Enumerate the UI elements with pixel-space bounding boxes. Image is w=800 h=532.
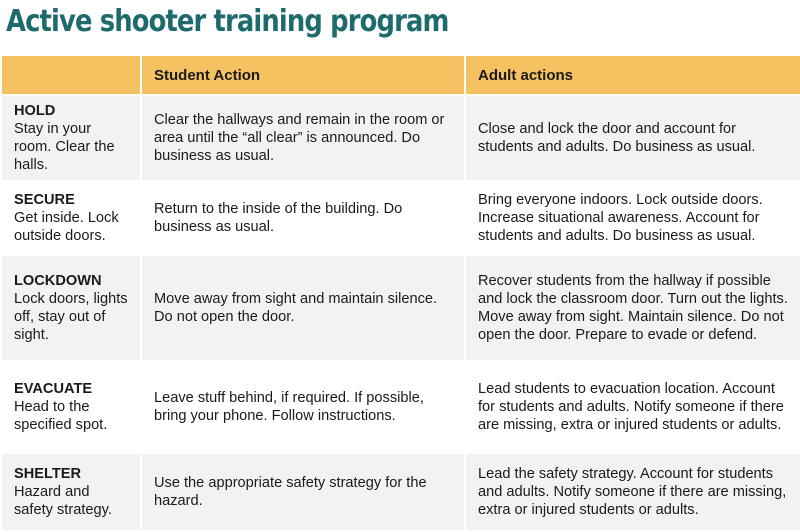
adult-action-cell: Recover students from the hallway if possible and lock the classroom door. Turn out the lights. Move away from sight. Maintain silence. Do not open the door. Prepare to evade or defend. <box>465 255 800 361</box>
student-action-cell: Clear the hallways and remain in the room or area until the “all clear” is announced. Do business as usual. <box>141 95 465 181</box>
table-row <box>1 361 800 453</box>
adult-action-cell: Lead students to evacuation location. Account for students and adults. Notify someone if there are missing, extra or injured students or adults. <box>465 361 800 453</box>
student-action-cell: Return to the inside of the building. Do business as usual. <box>141 181 465 255</box>
level-cell <box>1 95 141 181</box>
student-action-cell: Move away from sight and maintain silence. Do not open the door. <box>141 255 465 361</box>
level-cell <box>1 181 141 255</box>
student-action-cell: Leave stuff behind, if required. If possible, bring your phone. Follow instructions. <box>141 361 465 453</box>
level-description: Get inside. Lock outside doors. <box>14 210 119 244</box>
level-description: Hazard and safety strategy. <box>14 484 112 518</box>
level-cell <box>1 361 141 453</box>
level-name: HOLD <box>14 103 56 119</box>
table-header-row <box>1 55 800 95</box>
level-cell <box>1 453 141 531</box>
level-description: Head to the specified spot. <box>14 399 108 433</box>
level-description: Stay in your room. Clear the halls. <box>14 121 115 173</box>
level-name: SHELTER <box>14 466 82 482</box>
header-level <box>1 55 141 95</box>
header-adult-actions: Adult actions <box>465 55 800 95</box>
level-name: EVACUATE <box>14 381 93 397</box>
adult-action-cell: Bring everyone indoors. Lock outside doors. Increase situational awareness. Account for students and adults. Do business as usual. <box>465 181 800 255</box>
level-name: LOCKDOWN <box>14 273 102 289</box>
level-description: Lock doors, lights off, stay out of sight. <box>14 291 128 343</box>
page-title: Active shooter training program <box>6 4 449 39</box>
level-name: SECURE <box>14 192 75 208</box>
table-row <box>1 453 800 531</box>
adult-action-cell: Lead the safety strategy. Account for students and adults. Notify someone if there are missing, extra or injured students or adults. <box>465 453 800 531</box>
level-cell <box>1 255 141 361</box>
adult-action-cell: Close and lock the door and account for students and adults. Do business as usual. <box>465 95 800 181</box>
table-row <box>1 255 800 361</box>
table-row <box>1 181 800 255</box>
student-action-cell: Use the appropriate safety strategy for the hazard. <box>141 453 465 531</box>
table-row <box>1 95 800 181</box>
header-student-action: Student Action <box>141 55 465 95</box>
training-table <box>0 54 800 532</box>
